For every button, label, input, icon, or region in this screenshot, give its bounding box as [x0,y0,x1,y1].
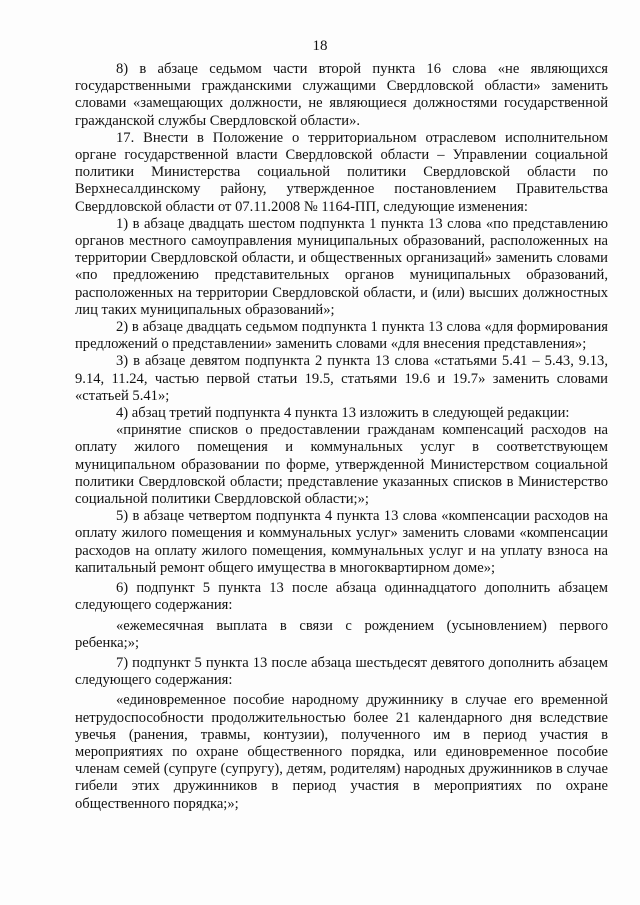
paragraph-item-2: 2) в абзаце двадцать седьмом подпункта 1 пункта 13 слова «для формирования предложений о представлении» заменить словами «для внесения представления»; [75,319,608,353]
paragraph-item-8: 8) в абзаце седьмом части второй пункта 16 слова «не являющихся государственными гражданскими служащими Свердловской области» заменить словами «замещающих должности, не являющиеся должностями государственной гражданской службы Свердловской области». [75,61,608,129]
paragraph-item-5: 5) в абзаце четвертом подпункта 4 пункта 13 слова «компенсации расходов на оплату жилого помещения и коммунальных услуг» заменить словами «компенсации расходов на оплату жилого помещения, коммунальных услуг и на уплату взноса на капитальный ремонт общего имущества в многоквартирном доме»; [75,508,608,576]
page-number: 18 [312,38,328,54]
paragraph-quote-7: «единовременное пособие народному дружиннику в случае его временной нетрудоспособности продолжительностью более 21 календарного дня вследствие увечья (ранения, травмы, контузии), полученного им в период участия в мероприятиях по охране общественного порядка, или единовременное пособие членам семей (супруге (супругу), детям, родителям) народных дружинников в случае гибели этих дружинников в период участия в мероприятиях по охране общественного порядка;»; [75,692,608,812]
paragraph-item-7: 7) подпункт 5 пункта 13 после абзаца шестьдесят девятого дополнить абзацем следующего содержания: [75,654,608,689]
paragraph-quote-6: «ежемесячная выплата в связи с рождением (усыновлением) первого ребенка;»; [75,617,608,651]
document-body [75,61,608,813]
paragraph-quote-4: «принятие списков о предоставлении гражданам компенсаций расходов на оплату жилого помещения и коммунальных услуг в соответствующем муниципальном образовании по форме, утвержденной Министерством социальной политики Свердловской области; представление указанных списков в Министерство социальной политики Свердловской области;»; [75,422,608,508]
paragraph-item-3: 3) в абзаце девятом подпункта 2 пункта 13 слова «статьями 5.41 – 5.43, 9.13, 9.14, 11.24, частью первой статьи 19.5, статьями 19.6 и 19.7» заменить словами «статьей 5.41»; [75,353,608,404]
paragraph-item-6: 6) подпункт 5 пункта 13 после абзаца одиннадцатого дополнить абзацем следующего содержания: [75,580,608,614]
paragraph-section-17: 17. Внести в Положение о территориальном отраслевом исполнительном органе государственной власти Свердловской области – Управлении социальной политики Министерства социальной политики Свердловской области по Верхнесалдинскому району, утвержденное постановлением Правительства Свердловской области от 07.11.2008 № 1164-ПП, следующие изменения: [75,129,608,215]
paragraph-item-1: 1) в абзаце двадцать шестом подпункта 1 пункта 13 слова «по представлению органов местного самоуправления муниципальных образований, расположенных на территории Свердловской области, и общественных организаций» заменить словами «по предложению представительных органов муниципальных образований, расположенных на территории Свердловской области, и (или) высших должностных лиц таких муниципальных образований»; [75,215,608,318]
paragraph-item-4: 4) абзац третий подпункта 4 пункта 13 изложить в следующей редакции: [116,405,570,422]
